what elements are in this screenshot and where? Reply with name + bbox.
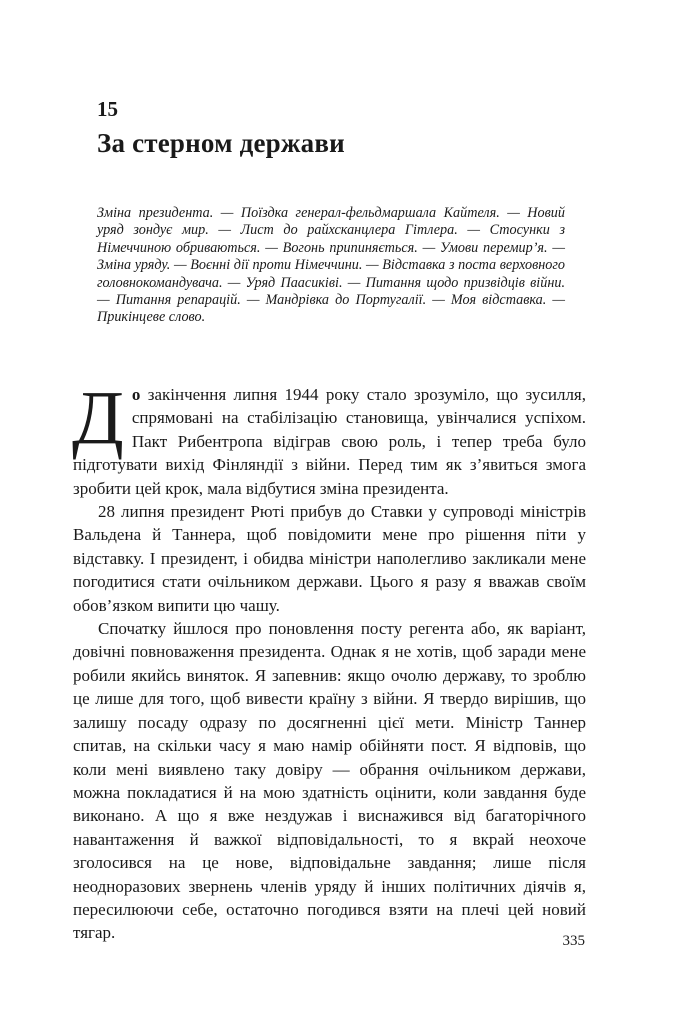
paragraph-1-text: закінчення липня 1944 року стало зрозуміло, що зусилля, спрямовані на стабілізацію становища, увінчалися успіхом. Пакт Рибентропа відіграв свою роль, і тепер треба було підготувати вихід Фінляндії з війни. Перед тим як з’явиться змога зробити цей крок, мала відбутися зміна президента. (73, 385, 586, 498)
chapter-number: 15 (97, 97, 118, 121)
chapter-title: За стерном держави (97, 128, 345, 158)
chapter-summary: Зміна президента. — Поїздка генерал-фельдмаршала Кайтеля. — Новий уряд зондує мир. — Лист до райхсканцлера Гітлера. — Стосунки з Німеччиною обриваються. — Вогонь припиняється. — Умови перемир’я. — Зміна уряду. — Воєнні дії проти Німеччини. — Відставка з поста верховного головнокомандувача. — Уряд Паасиківі. — Питання щодо призвідців війни. — Питання репарацій. — Мандрівка до Португалії. — Моя відставка. — Прикінцеве слово. (97, 205, 565, 326)
body-text (72, 376, 586, 945)
drop-cap: Д (72, 376, 124, 460)
paragraph-3: Спочатку йшлося про поновлення посту регента або, як варіант, довічні повноваження президента. Однак я не хотів, щоб заради мене робили якийсь виняток. Я запевнив: якщо очолю державу, то зроблю це лише для того, щоб вивести країну з війни. Я твердо вирішив, що залишу посаду одразу по досягненні цієї мети. Міністр Таннер спитав, на скільки часу я маю намір обійняти пост. Я відповів, що коли мені виявлено таку довіру — обрання очільником держави, можна покладатися й на мою здатність оцінити, коли завдання буде виконано. А що я вже нездужав і виснажився від багаторічного навантаження й важкої відповідальності, то я вкрай неохоче зголосився на це нове, відповідальне завдання; лише після неодноразових звернень членів уряду й інших політичних діячів я, пересилюючи себе, остаточно погодився взяти на плечі цей новий тягар. (73, 619, 586, 943)
page-number: 335 (562, 933, 585, 949)
paragraph-2: 28 липня президент Рюті прибув до Ставки у супроводі міністрів Вальдена й Таннера, щоб повідомити мене про рішення піти у відставку. І президент, і обидва міністри наполегливо закликали мене погодитися стати очільником держави. Цього я разу я вважав своїм обов’язком випити цю чашу. (73, 502, 586, 615)
paragraph-1 (72, 376, 586, 500)
lead-in: о (131, 385, 141, 404)
